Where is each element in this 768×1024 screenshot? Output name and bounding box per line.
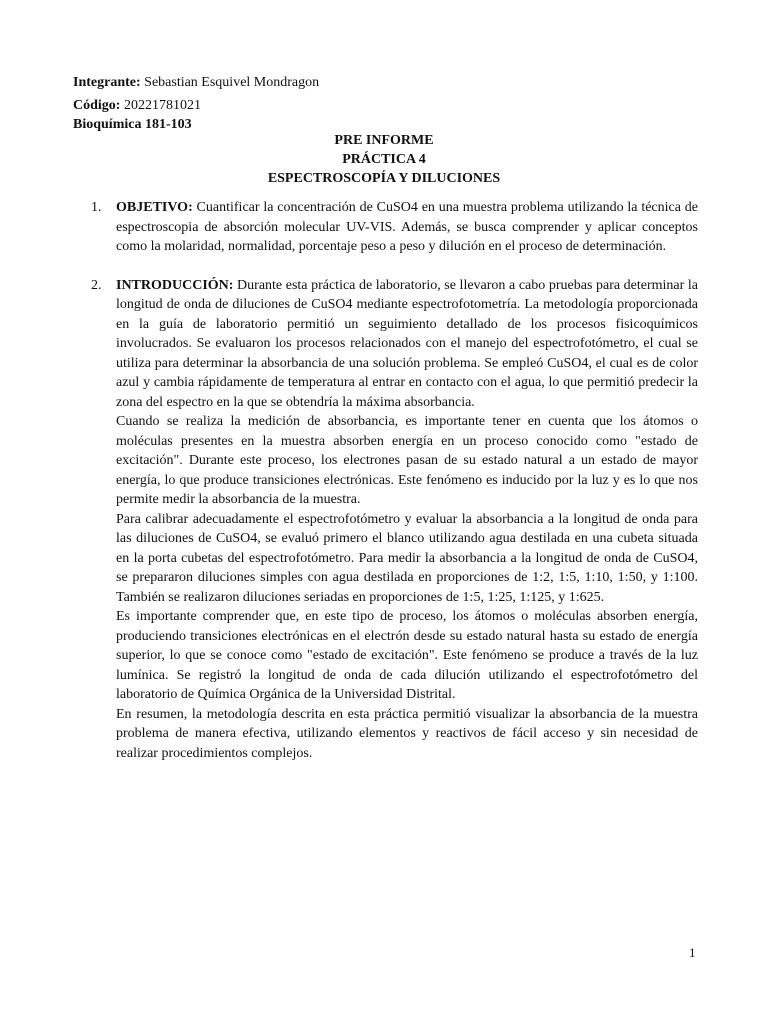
document-title: [0, 131, 768, 188]
section-heading: INTRODUCCIÓN:: [116, 277, 234, 293]
section-paragraph: [116, 198, 698, 257]
title-line-1: PRE INFORME: [334, 133, 434, 148]
codigo-label: Código:: [73, 98, 121, 113]
section-paragraph: Para calibrar adecuadamente el espectrofotómetro y evaluar la absorbancia a la longitud de onda para las diluciones de CuSO4, se evaluó primero el blanco utilizando agua destilada en una cubeta situada en la porta cubetas del espectrofotómetro. Para medir la absorbancia a la longitud de onda de CuSO4, se prepararon diluciones simples con agua destilada en proporciones de 1:2, 1:5, 1:10, 1:50, y 1:100. También se realizaron diluciones seriadas en proporciones de 1:5, 1:25, 1:125, y 1:625.: [116, 511, 698, 605]
codigo-line: [73, 96, 319, 115]
integrante-value: Sebastian Esquivel Mondragon: [140, 75, 320, 90]
section-number: 2.: [91, 277, 102, 293]
sections-list: [91, 198, 698, 782]
page-number: 1: [689, 945, 696, 960]
section-number: 1.: [91, 200, 102, 215]
integrante-label: Integrante:: [73, 75, 141, 90]
section-paragraph: Cuando se realiza la medición de absorbancia, es importante tener en cuenta que los átomos o moléculas presentes en la muestra absorben energía en un proceso conocido como "estado de excitación". Durante este proceso, los electrones pasan de su estado natural a un estado de mayor energía, lo que produce transiciones electrónicas. Este fenómeno es inducido por la luz y es lo que nos permite medir la absorbancia de la muestra.: [116, 414, 698, 507]
section-text: Cuantificar la concentración de CuSO4 en una muestra problema utilizando la técnica de espectroscopia de absorción molecular UV-VIS. Además, se busca comprender y aplicar conceptos como la molaridad, normalidad, porcentaje peso a peso y dilución en el proceso de determinación.: [116, 200, 698, 254]
title-line-2: PRÁCTICA 4: [342, 152, 426, 167]
title-line-3: ESPECTROSCOPÍA Y DILUCIONES: [267, 171, 501, 186]
course-line: Bioquímica 181-103: [73, 117, 192, 132]
section-objetivo: [91, 198, 698, 257]
student-info: [73, 73, 319, 134]
section-paragraph: Es importante comprender que, en este tipo de proceso, los átomos o moléculas absorben energía, produciendo transiciones electrónicas en el electrón desde su estado natural hasta su estado de energía superior, lo que se conoce como "estado de excitación". Este fenómeno se produce a través de la luz lumínica. Se registró la longitud de onda de cada dilución utilizando el espectrofotómetro del laboratorio de Química Orgánica de la Universidad Distrital.: [116, 609, 698, 702]
section-heading: OBJETIVO:: [116, 200, 193, 215]
section-paragraph: [116, 276, 698, 413]
codigo-value: 20221781021: [120, 98, 201, 113]
integrante-line: [73, 73, 319, 92]
section-paragraph: En resumen, la metodología descrita en esta práctica permitió visualizar la absorbancia de la muestra problema de manera efectiva, utilizando elementos y reactivos de fácil acceso y sin necesidad de realizar procedimientos complejos.: [116, 706, 698, 761]
section-introduccion: [91, 276, 698, 764]
section-text: Durante esta práctica de laboratorio, se llevaron a cabo pruebas para determinar la longitud de onda de diluciones de CuSO4 mediante espectrofotometría. La metodología proporcionada en la guía de laboratorio permitió un seguimiento detallado de los procesos fisicoquímicos involucrados. Se evaluaron los procesos relacionados con el manejo del espectrofotómetro, el cual se utiliza para determinar la absorbancia de una solución problema. Se empleó CuSO4, el cual es de color azul y cambia rápidamente de temperatura al entrar en contacto con el agua, lo que permitió predecir la zona del espectro en la que se obtendría la máxima absorbancia.: [116, 277, 698, 410]
